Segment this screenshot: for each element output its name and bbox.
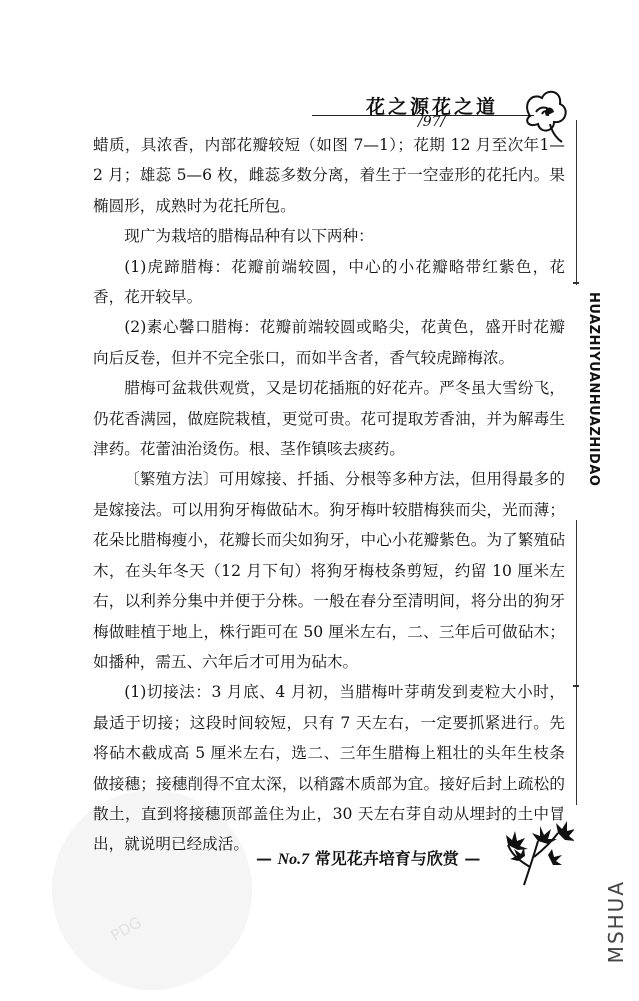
running-header-title: 花之源花之道	[366, 96, 499, 118]
paragraph: (1)虎蹄腊梅：花瓣前端较圆，中心的小花瓣略带红紫色，花香，花开较早。	[93, 257, 565, 307]
side-rule-bottom	[576, 520, 577, 805]
footer-dash: —	[464, 849, 481, 868]
plant-ornament-icon	[504, 815, 574, 891]
paragraph: 蜡质，具浓香，内部花瓣较短（如图 7—1）；花期 12 月至次年1—2 月；雄蕊 5—6 枚，雌蕊多数分离，着生于一空壶形的花托内。果椭圆形，成熟时为花托所包。	[93, 136, 565, 215]
page-number: /97/	[418, 114, 446, 130]
side-dot	[573, 685, 579, 687]
paragraph: 腊梅可盆栽供观赏，又是切花插瓶的好花卉。严冬虽大雪纷飞，仍花香满园，做庭院栽植，更觉可贵。花可提取芳香油，并为解毒生津药。花蕾油治烫伤。根、茎作镇咳去痰药。	[93, 379, 565, 459]
paragraph: 现广为栽培的腊梅品种有以下两种：	[124, 227, 374, 246]
paragraph: 〔繁殖方法〕可用嫁接、扦插、分根等多种方法，但用得最多的是嫁接法。可以用狗牙梅做砧木。狗牙梅叶较腊梅狭而尖，光而薄；花朵比腊梅瘦小，花瓣长而尖如狗牙，中心小花瓣紫色。为了繁殖砧木，在头年冬天（12 月下旬）将狗牙梅枝条剪短，约留 10 厘米左右，以利养分集中并便于分株。一般在春分至清明间，将分出的狗牙梅做畦植于地上，株行距可在 50 厘米左右，二、三年后可做砧木；如播种，需五、六年后才可用为砧木。	[93, 470, 565, 671]
side-dot	[573, 282, 579, 284]
footer-dash: —	[256, 849, 272, 868]
chapter-title: 常见花卉培育与欣赏	[314, 849, 459, 868]
body-text	[93, 130, 565, 860]
paragraph: (1)切接法：3 月底、4 月初，当腊梅叶芽萌发到麦粒大小时，最适于切接；这段时间较短，只有 7 天左右，一定要抓紧进行。先将砧木截成高 5 厘米左右，选二、三年生腊梅上粗壮的头年生枝条做接穗；接穗削得不宜太深，以稍露木质部为宜。接好后封上疏松的散土，直到将接穗顶部盖住为止，30 天左右芽自动从埋封的土中冒出，就说明已经成活。	[93, 683, 565, 854]
watermark-text: PDG	[107, 913, 145, 945]
corner-label: MSHUA	[604, 880, 628, 964]
side-rule-top	[576, 120, 577, 285]
side-running-label: HUAZHIYUANHUAZHIDAO	[586, 292, 601, 487]
running-footer	[256, 846, 480, 869]
paragraph: (2)素心馨口腊梅：花瓣前端较圆或略尖，花黄色，盛开时花瓣向后反卷，但并不完全张口，而如半含者，香气较虎蹄梅浓。	[93, 318, 565, 367]
chapter-number: No.7	[277, 851, 310, 868]
